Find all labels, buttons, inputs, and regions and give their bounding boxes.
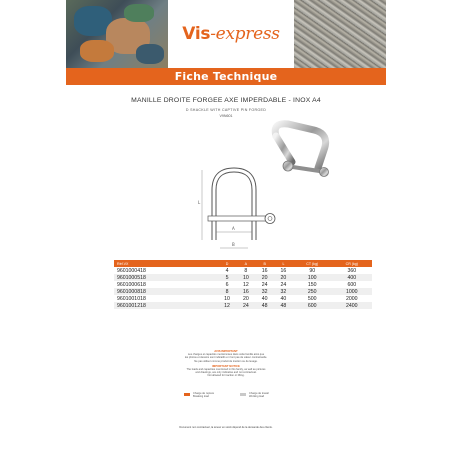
table-cell: 2000 [346,295,358,302]
table-cell: 20 [255,274,274,281]
table-cell: 9601000418 [117,267,146,274]
logo-express-text: -express [210,24,280,44]
technical-drawing [194,162,334,252]
table-cell: 48 [274,302,293,309]
table-cell: 9601000818 [114,288,218,295]
col-header: B [255,260,274,267]
product-subtitle: D SHACKLE WITH CAPTIVE PIN FORGED [185,108,267,112]
table-cell: 150 [307,281,317,288]
table-cell: 1000 [332,288,372,295]
legend-label: Charge de rupture [193,392,215,395]
product-title: MANILLE DROITE FORGEE AXE IMPERDABLE - INOX A4 [131,97,321,104]
notice-fr-line: Les charges et capacités mentionnées dans cette famille ainsi que [187,353,265,357]
notice-en-line: Not allowed for traction or lifting. [207,374,245,378]
vis-express-logo [182,24,279,44]
table-cell: 9601001018 [117,295,146,302]
notice-fr-heading: AVIS IMPORTANT [214,349,238,353]
table-cell: 250 [293,288,332,295]
table-cell: 6 [225,281,229,288]
col-header: CR (kg) [332,260,372,267]
table-cell: 500 [307,295,317,302]
table-cell: 400 [332,274,372,281]
col-header: Réf.VX [114,260,218,267]
logo-area [168,0,294,68]
notice-en-line: The loads and capacities mentioned in this family, as well as pictures [186,368,266,372]
table-header-row [114,260,372,267]
notice-fr-line: les photos et dessins sont indicatifs et n'ont pas de valeur contractuelle. [184,356,268,360]
svg-text:L: L [198,200,201,205]
table-cell: 600 [347,281,357,288]
notices [66,350,386,378]
col-header: CT (kg) [293,260,332,267]
table-row [114,302,372,309]
legend-working-load [240,392,269,398]
table-cell: 90 [309,267,316,274]
table-cell: 9601000618 [117,281,146,288]
table-cell: 20 [274,274,293,281]
logo-vis-text: Vis [182,24,211,44]
section-title: Fiche Technique [66,68,386,85]
table-cell: 5 [218,274,237,281]
table-cell: 12 [242,281,249,288]
table-cell: 9601001218 [114,302,218,309]
header-banner [66,0,386,68]
table-row [114,274,372,281]
table-cell: 12 [218,302,237,309]
table-cell: 600 [293,302,332,309]
col-header: A [236,260,255,267]
table-cell: 4 [225,267,229,274]
svg-text:B: B [232,242,235,247]
footer-disclaimer: Document non contractuel, la teneur en stock dépend de la demande des clients. [179,426,273,429]
notice-en-heading: IMPORTANT NOTICE [212,363,240,368]
col-header: L [274,260,293,267]
table-cell: 16 [261,267,268,274]
col-header: D [218,260,237,267]
table-row [114,295,372,302]
table-cell: 32 [274,288,293,295]
legend-breaking-load [184,392,214,398]
table-cell: 8 [244,267,248,274]
table-cell: 9601000518 [114,274,218,281]
table-cell: 2400 [332,302,372,309]
table-row [114,267,372,274]
table-row [114,288,372,295]
legend-swatch [184,393,190,396]
table-cell: 20 [242,295,249,302]
legend-label: Working load [249,395,265,399]
table-cell: 24 [261,281,268,288]
notice-fr-line: Ne pas utiliser comme produit de traction ou de levage. [194,359,258,363]
table-cell: 24 [280,281,287,288]
table-cell: 16 [236,288,255,295]
table-cell: 8 [218,288,237,295]
table-row [114,281,372,288]
notice-en-line: and drawings, are only indicative and not contractual. [195,371,257,375]
svg-text:A: A [232,226,235,231]
table-cell: 48 [255,302,274,309]
legend-label: Charge de travail [249,392,269,395]
datasheet-page [66,0,386,452]
screws-photo [294,0,386,68]
product-reference: V9N601 [219,114,233,118]
legend-swatch [240,393,246,396]
table-cell: 24 [236,302,255,309]
table-cell: 40 [261,295,268,302]
table-cell: 360 [347,267,357,274]
table-cell: 10 [236,274,255,281]
table-cell: 32 [255,288,274,295]
table-cell: 40 [280,295,287,302]
tools-photo [66,0,168,68]
table-cell: 16 [280,267,287,274]
table-cell: 100 [293,274,332,281]
legend-label: Breaking load [193,395,209,399]
spec-table [114,260,372,309]
table-cell: 10 [224,295,230,302]
